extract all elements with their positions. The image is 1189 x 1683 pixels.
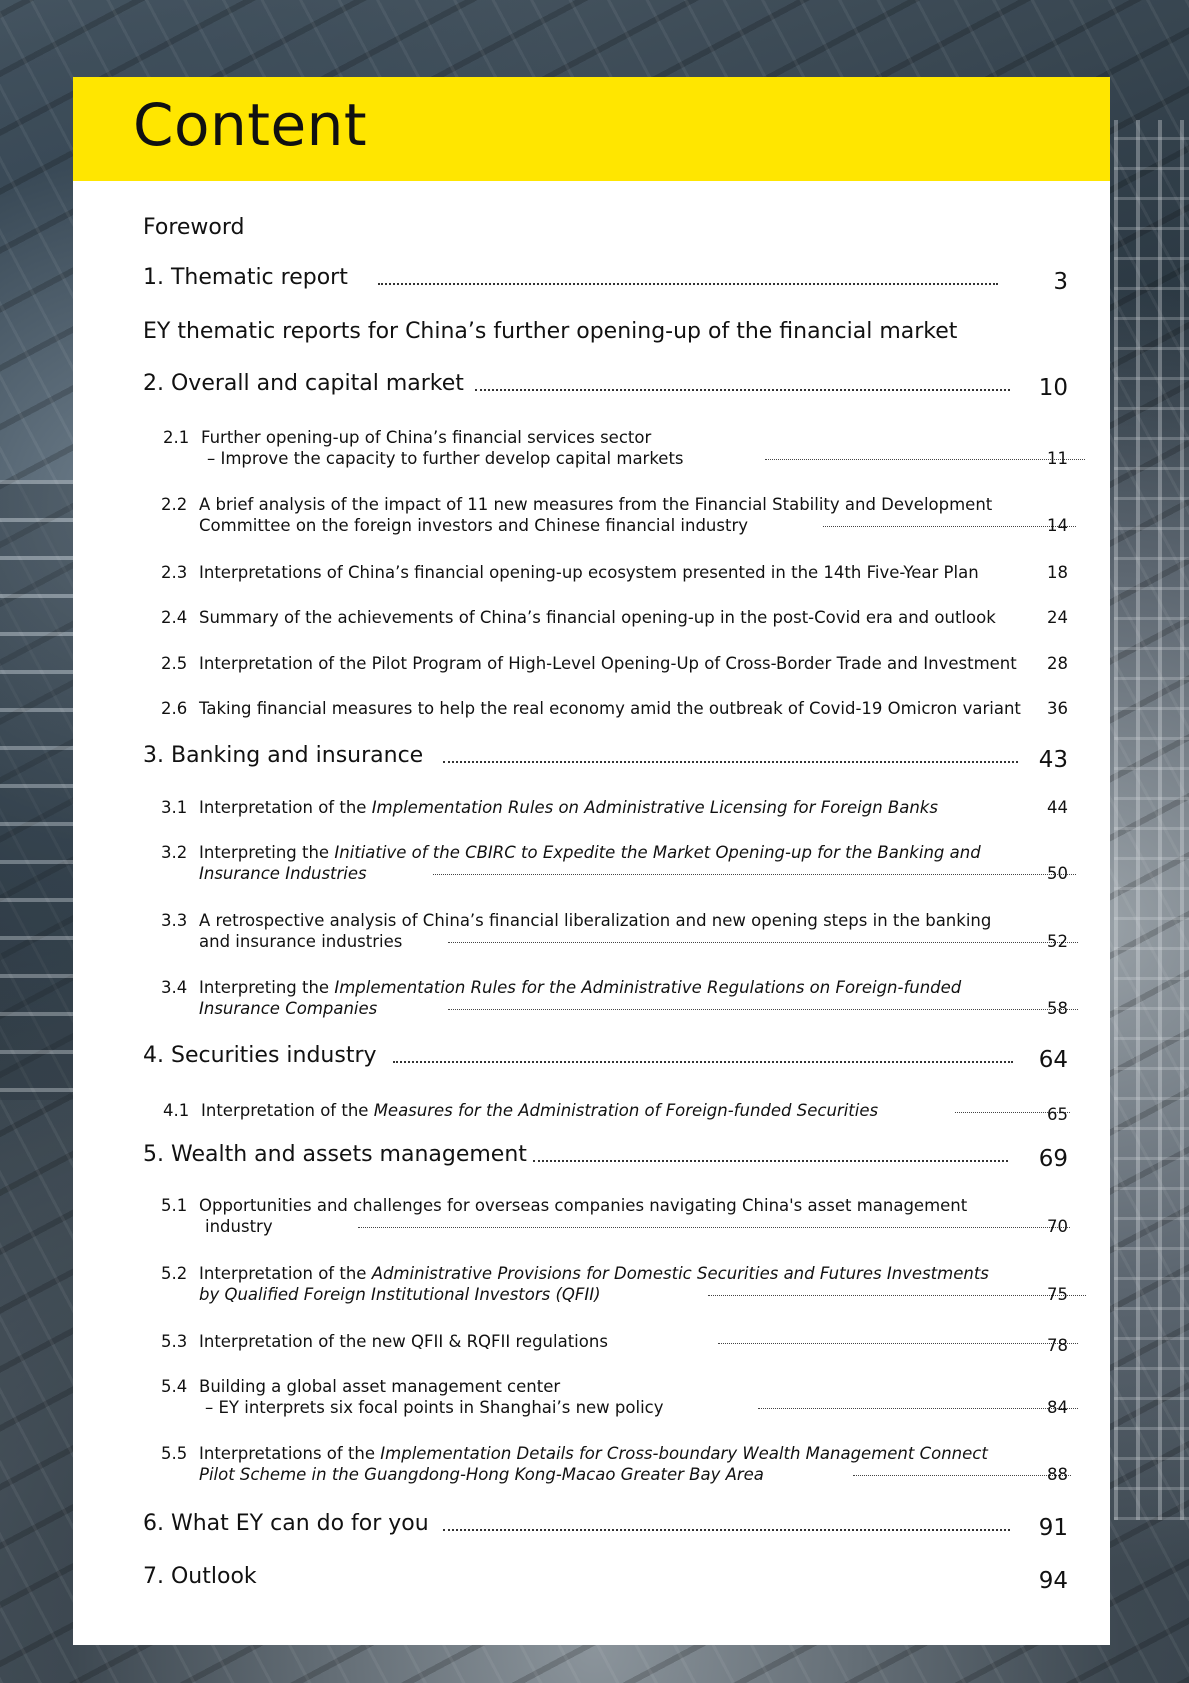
toc-line: – Improve the capacity to further develop capital markets [207, 449, 684, 468]
toc-number: 2.5 [161, 654, 188, 673]
toc-line: Interpretation of the new QFII & RQFII regulations [199, 1332, 608, 1351]
toc-line: Interpretations of China’s financial opening-up ecosystem presented in the 14th Five-Year Plan [199, 563, 979, 582]
toc-subsection-3-2[interactable] [143, 842, 1068, 886]
leader-dots [448, 938, 1078, 943]
toc-number: 2.2 [161, 495, 188, 514]
toc-section-6[interactable] [143, 1509, 1068, 1539]
toc-section-1[interactable] [143, 263, 1068, 293]
toc-section-4[interactable] [143, 1041, 1068, 1071]
toc-page: 43 [1038, 747, 1068, 773]
toc-subsection-5-3[interactable] [143, 1331, 1068, 1353]
toc-number: 3.4 [161, 978, 188, 997]
toc-section-2[interactable] [143, 369, 1068, 399]
leader-dots [378, 279, 998, 285]
background-street [0, 480, 74, 1100]
leader-dots [448, 1005, 1078, 1010]
page-title: Content [133, 91, 368, 159]
toc-line: Interpretation of the Pilot Program of High-Level Opening-Up of Cross-Border Trade and Investment [199, 654, 1017, 673]
toc-line: and insurance industries [199, 932, 403, 951]
toc-page: 10 [1038, 375, 1068, 401]
toc-title-italic: Implementation Rules for the Administrative Regulations on Foreign-funded [334, 978, 962, 997]
toc-text: Interpretations of the [199, 1444, 381, 1463]
toc-page: 88 [1047, 1465, 1068, 1484]
toc-label: 7. Outlook [143, 1564, 257, 1589]
toc-subsection-2-4[interactable] [143, 607, 1068, 629]
toc-foreword[interactable] [143, 213, 1068, 243]
toc-page: 3 [1053, 269, 1068, 295]
leader-dots [433, 870, 1076, 875]
leader-dots [718, 1339, 1078, 1344]
toc-title-italic: Insurance Industries [199, 864, 367, 883]
toc-page: 65 [1047, 1105, 1068, 1124]
toc-subsection-3-3[interactable] [143, 910, 1068, 954]
background-tower [1114, 120, 1189, 1520]
leader-dots [533, 1156, 1008, 1162]
toc-title-italic: Administrative Provisions for Domestic Securities and Futures Investments [371, 1264, 989, 1283]
toc-page: 94 [1038, 1568, 1068, 1594]
toc-label: 3. Banking and insurance [143, 743, 424, 768]
toc-line: Further opening-up of China’s financial services sector [201, 428, 652, 447]
toc-text: Interpreting the [199, 843, 335, 862]
toc-number: 3.3 [161, 911, 188, 930]
toc-page: 58 [1047, 999, 1068, 1018]
toc-number: 5.2 [161, 1264, 188, 1283]
toc-label: 1. Thematic report [143, 265, 348, 290]
toc-page: 70 [1047, 1217, 1068, 1236]
toc-title-italic: Initiative of the CBIRC to Expedite the Market Opening-up for the Banking and [334, 843, 981, 862]
toc-subsection-3-4[interactable] [143, 977, 1068, 1021]
toc-page: 14 [1047, 516, 1068, 535]
toc-number: 5.1 [161, 1196, 188, 1215]
toc-line: Building a global asset management center [199, 1377, 561, 1396]
title-banner [73, 77, 1110, 181]
toc-text: Interpreting the [199, 978, 335, 997]
toc-number: 2.3 [161, 563, 188, 582]
toc-number: 2.4 [161, 608, 188, 627]
toc-text: Interpretation of the [201, 1101, 374, 1120]
toc-page: 52 [1047, 932, 1068, 951]
toc-line: – EY interprets six focal points in Shanghai’s new policy [205, 1398, 664, 1417]
toc-title-italic: Pilot Scheme in the Guangdong-Hong Kong-Macao Greater Bay Area [199, 1465, 764, 1484]
toc-subsection-5-2[interactable] [143, 1263, 1068, 1307]
toc-subsection-5-1[interactable] [143, 1195, 1068, 1239]
toc-subsection-2-5[interactable] [143, 653, 1068, 675]
toc-line: Committee on the foreign investors and Chinese financial industry [199, 516, 748, 535]
toc-title-italic: Implementation Rules on Administrative Licensing for Foreign Banks [371, 798, 938, 817]
toc-page: 75 [1047, 1285, 1068, 1304]
toc-line: industry [205, 1217, 273, 1236]
toc-number: 5.4 [161, 1377, 188, 1396]
toc-line: Summary of the achievements of China’s financial opening-up in the post-Covid era and outlook [199, 608, 996, 627]
toc-number: 3.1 [161, 798, 188, 817]
toc-page: 69 [1038, 1146, 1068, 1172]
toc-page: 11 [1047, 449, 1068, 468]
toc-text: Interpretation of the [199, 798, 372, 817]
toc-number: 4.1 [163, 1101, 190, 1120]
toc-section-3[interactable] [143, 741, 1068, 771]
toc-label: 2. Overall and capital market [143, 371, 464, 396]
leader-dots [443, 757, 1018, 763]
toc-page: 78 [1047, 1336, 1068, 1355]
toc-subsection-5-4[interactable] [143, 1376, 1068, 1420]
toc-label: 5. Wealth and assets management [143, 1142, 527, 1167]
toc-title-italic: Insurance Companies [199, 999, 378, 1018]
toc-subsection-2-3[interactable] [143, 562, 1068, 584]
toc-title-italic: by Qualified Foreign Institutional Investors (QFII) [199, 1285, 601, 1304]
leader-dots [393, 1057, 1013, 1063]
toc-number: 3.2 [161, 843, 188, 862]
toc-label: 6. What EY can do for you [143, 1511, 429, 1536]
toc-page: 28 [1047, 654, 1068, 673]
leader-dots [443, 1525, 1010, 1531]
toc-title-italic: Implementation Details for Cross-boundary Wealth Management Connect [380, 1444, 988, 1463]
toc-subsection-5-5[interactable] [143, 1443, 1068, 1487]
toc-line: A brief analysis of the impact of 11 new measures from the Financial Stability and Development [199, 495, 993, 514]
toc-section-5[interactable] [143, 1140, 1068, 1170]
toc-page: 24 [1047, 608, 1068, 627]
toc-line: Taking financial measures to help the real economy amid the outbreak of Covid-19 Omicron variant [199, 699, 1021, 718]
toc-section-7[interactable] [143, 1562, 1068, 1592]
toc-page: 50 [1047, 864, 1068, 883]
toc-number: 2.1 [163, 428, 190, 447]
toc-page: 18 [1047, 563, 1068, 582]
toc-subsection-2-6[interactable] [143, 698, 1068, 720]
toc-page: 64 [1038, 1047, 1068, 1073]
contents-card [73, 77, 1110, 1645]
toc-line: Opportunities and challenges for overseas companies navigating China's asset management [199, 1196, 968, 1215]
toc-subsection-2-1[interactable] [143, 427, 1068, 471]
toc-label: 4. Securities industry [143, 1043, 377, 1068]
leader-dots [358, 1223, 1070, 1228]
toc-number: 2.6 [161, 699, 188, 718]
toc-label: Foreword [143, 215, 245, 240]
toc-page: 84 [1047, 1398, 1068, 1417]
toc-line: A retrospective analysis of China’s financial liberalization and new opening steps in the banking [199, 911, 992, 930]
toc-heading-ey[interactable] [143, 317, 1068, 347]
toc-text: Interpretation of the [199, 1264, 372, 1283]
toc-page: 91 [1038, 1515, 1068, 1541]
toc-number: 5.3 [161, 1332, 188, 1351]
toc-page: 44 [1047, 798, 1068, 817]
toc-subsection-2-2[interactable] [143, 494, 1068, 538]
toc-subsection-3-1[interactable] [143, 797, 1068, 819]
toc-number: 5.5 [161, 1444, 188, 1463]
leader-dots [475, 385, 1010, 391]
toc-page: 36 [1047, 699, 1068, 718]
toc-subsection-4-1[interactable] [143, 1100, 1068, 1122]
toc-title-italic: Measures for the Administration of Foreign-funded Securities [373, 1101, 879, 1120]
toc-label: EY thematic reports for China’s further opening-up of the financial market [143, 319, 958, 344]
